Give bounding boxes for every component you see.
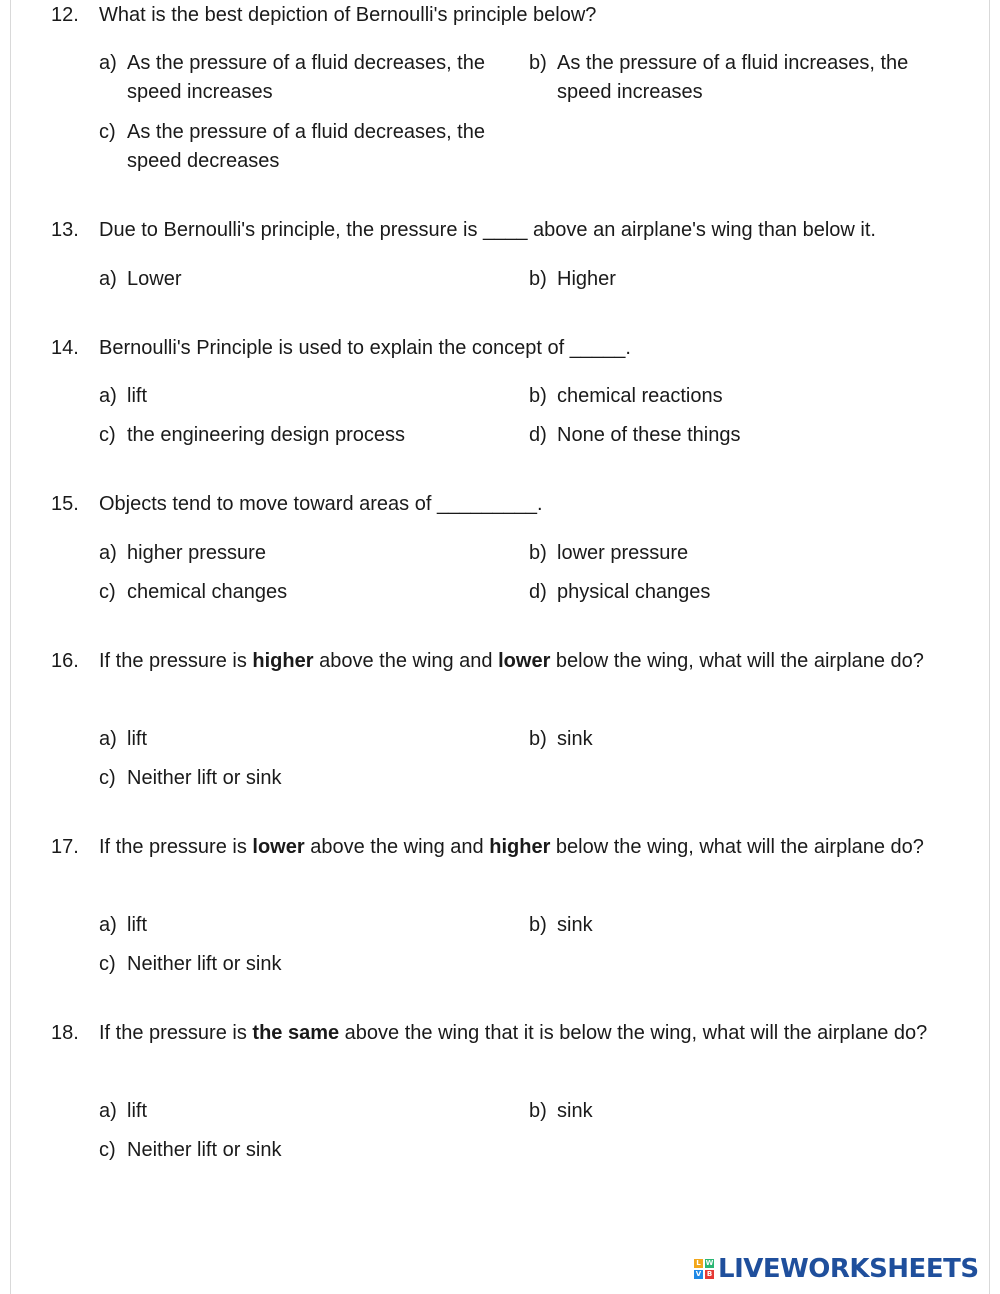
question-number: 12. [51, 4, 79, 26]
option-letter: b) [529, 52, 547, 74]
question-text: If the pressure is higher above the wing and lower below the wing, what will the airplane do? [99, 650, 924, 672]
question-number: 16. [51, 650, 79, 672]
option-text: Neither lift or sink [127, 953, 282, 975]
option-letter: b) [529, 728, 547, 750]
option-text: lift [127, 385, 147, 407]
page-border-left [10, 0, 11, 1294]
question-number: 15. [51, 493, 79, 515]
option-letter: c) [99, 767, 116, 789]
question-text: Bernoulli's Principle is used to explain the concept of _____. [99, 337, 631, 359]
option-letter: b) [529, 385, 547, 407]
option-letter: a) [99, 268, 117, 290]
option-text: chemical changes [127, 581, 288, 603]
option-letter: a) [99, 1100, 117, 1122]
option-letter: b) [529, 1100, 547, 1122]
option-text: the engineering design process [127, 424, 405, 446]
liveworksheets-logo[interactable] [694, 1254, 979, 1284]
option-text: chemical reactions [557, 385, 723, 407]
option-letter: d) [529, 424, 547, 446]
question-text: If the pressure is lower above the wing and higher below the wing, what will the airplane do? [99, 836, 924, 858]
question-number: 13. [51, 219, 79, 241]
option-letter: a) [99, 52, 117, 74]
page-border-right [989, 0, 990, 1294]
option-letter: a) [99, 385, 117, 407]
liveworksheets-logo-icon: L W V B [695, 1259, 714, 1278]
option-text: sink [557, 728, 593, 750]
option-text: As the pressure of a fluid decreases, the speed decreases [127, 121, 485, 172]
option-text: sink [557, 1100, 593, 1122]
option-text: lift [127, 1100, 147, 1122]
emphasis: lower [252, 836, 305, 858]
option-text: None of these things [557, 424, 741, 446]
logo-text: LIVEWORKSHEETS [718, 1254, 979, 1284]
option-letter: a) [99, 728, 117, 750]
option-text: As the pressure of a fluid increases, the speed increases [557, 52, 909, 103]
option-letter: c) [99, 953, 116, 975]
emphasis: higher [489, 836, 551, 858]
question-text: If the pressure is the same above the wing that it is below the wing, what will the airplane do? [99, 1022, 928, 1044]
option-text: lift [127, 914, 147, 936]
option-letter: c) [99, 121, 116, 143]
option-letter: a) [99, 542, 117, 564]
question-text: What is the best depiction of Bernoulli's principle below? [99, 4, 597, 26]
option-letter: b) [529, 542, 547, 564]
question-number: 18. [51, 1022, 79, 1044]
option-letter: a) [99, 914, 117, 936]
option-text: lower pressure [557, 542, 689, 564]
option-letter: c) [99, 1139, 116, 1161]
option-text: physical changes [557, 581, 711, 603]
question-text: Objects tend to move toward areas of _________. [99, 493, 543, 515]
option-letter: b) [529, 268, 547, 290]
option-text: lift [127, 728, 147, 750]
option-text: Higher [557, 268, 616, 290]
option-text: Neither lift or sink [127, 767, 282, 789]
question-text: Due to Bernoulli's principle, the pressure is ____ above an airplane's wing than below it. [99, 219, 876, 241]
emphasis: lower [498, 650, 551, 672]
question-number: 17. [51, 836, 79, 858]
option-letter: c) [99, 581, 116, 603]
option-letter: b) [529, 914, 547, 936]
option-letter: c) [99, 424, 116, 446]
emphasis: higher [252, 650, 314, 672]
option-text: sink [557, 914, 593, 936]
option-letter: d) [529, 581, 547, 603]
emphasis: the same [252, 1022, 340, 1044]
option-text: Lower [127, 268, 182, 290]
option-text: higher pressure [127, 542, 266, 564]
question-number: 14. [51, 337, 79, 359]
option-text: As the pressure of a fluid decreases, the speed increases [127, 52, 485, 103]
option-text: Neither lift or sink [127, 1139, 282, 1161]
